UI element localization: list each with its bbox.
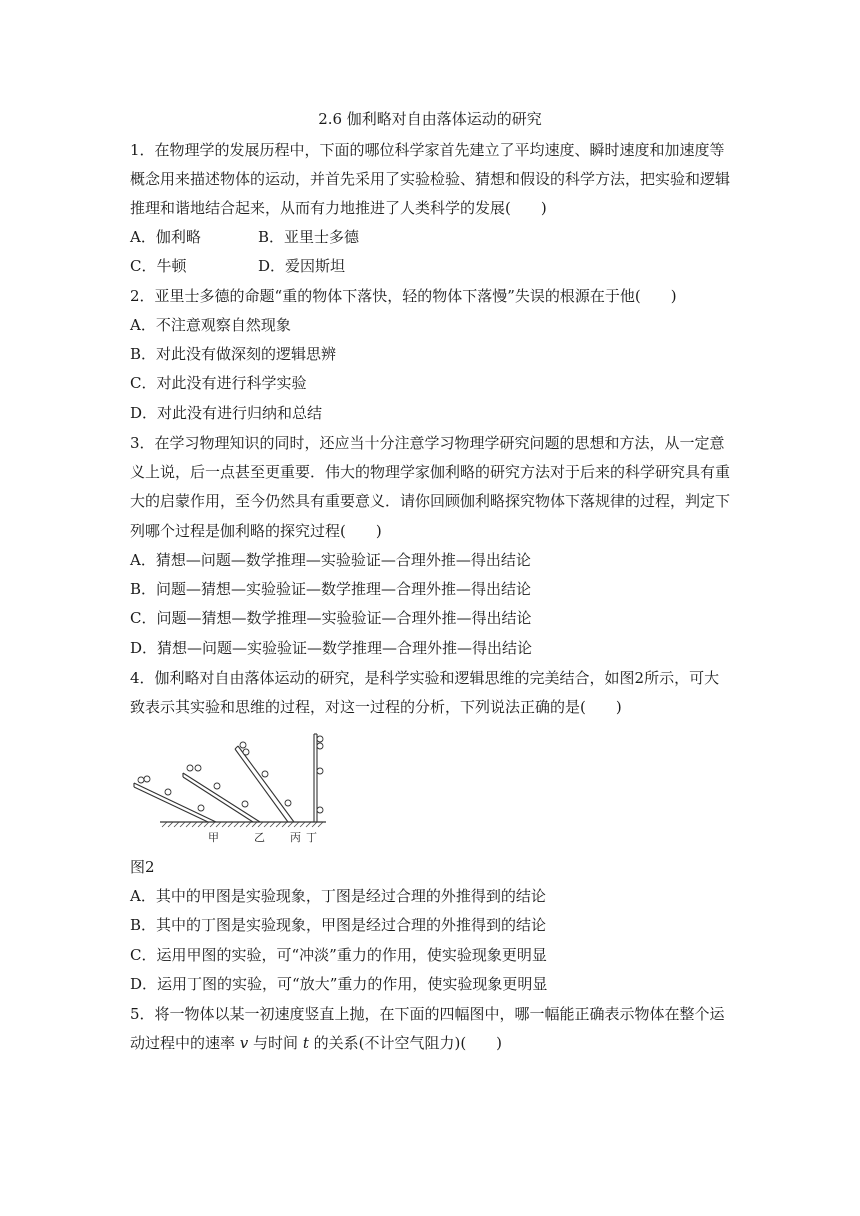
q3-option-d: D．猜想—问题—实验验证—数学推理—合理外推—得出结论	[130, 639, 533, 657]
q4-option-d: D．运用丁图的实验，可“放大”重力的作用，使实验现象更明显	[130, 975, 548, 993]
q2-option-a: A．不注意观察自然现象	[130, 316, 291, 334]
q1-option-a: A．伽利略	[130, 228, 201, 246]
q1-stem-line-3: 推理和谐地结合起来，从而有力地推进了人类科学的发展( )	[130, 199, 547, 217]
q3-option-a: A．猜想—问题—数学推理—实验验证—合理外推—得出结论	[130, 551, 531, 569]
q1-option-d: D．爱因斯坦	[258, 257, 346, 275]
q3-stem-line-2: 义上说，后一点甚至更重要．伟大的物理学家伽利略的研究方法对于后来的科学研究具有重	[130, 463, 731, 481]
label-yi: 乙	[254, 831, 265, 844]
q3-option-b: B．问题—猜想—实验验证—数学推理—合理外推—得出结论	[130, 580, 532, 598]
q3-stem-line-1: 3．在学习物理知识的同时，还应当十分注意学习物理学研究问题的思想和方法，从一定意	[130, 434, 725, 452]
label-ding: 丁	[306, 831, 317, 844]
incline-experiment-figure	[128, 730, 338, 848]
q1-stem-line-1: 1．在物理学的发展历程中，下面的哪位科学家首先建立了平均速度、瞬时速度和加速度等	[130, 141, 725, 159]
q1-option-b: B．亚里士多德	[258, 228, 360, 246]
q5-text-a: 动过程中的速率	[130, 1034, 240, 1052]
ground-hatching	[162, 822, 323, 827]
q5-var-t: t	[302, 1034, 309, 1052]
incline-jia	[134, 776, 216, 822]
q5-text-b: 与时间	[248, 1034, 303, 1052]
incline-bing	[235, 742, 294, 822]
q5-stem-line-1: 5．将一物体以某一初速度竖直上抛，在下面的四幅图中，哪一幅能正确表示物体在整个运	[130, 1005, 725, 1023]
q5-stem-line-2	[130, 1032, 502, 1054]
q2-stem-line-1: 2．亚里士多德的命题“重的物体下落快，轻的物体下落慢”失误的根源在于他( )	[130, 287, 677, 305]
q4-option-b: B．其中的丁图是实验现象，甲图是经过合理的外推得到的结论	[130, 916, 547, 934]
q5-var-v: v	[239, 1034, 249, 1052]
q2-option-b: B．对此没有做深刻的逻辑思辨	[130, 345, 337, 363]
incline-ding	[314, 734, 323, 822]
q2-option-c: C．对此没有进行科学实验	[130, 374, 307, 392]
label-jia: 甲	[208, 831, 219, 844]
figure-caption: 图2	[130, 858, 155, 876]
q1-stem-line-2: 概念用来描述物体的运动，并首先采用了实验检验、猜想和假设的科学方法，把实验和逻辑	[130, 170, 731, 188]
q5-text-c: 的关系(不计空气阻力)( )	[308, 1034, 503, 1052]
q3-stem-line-4: 列哪个过程是伽利略的探究过程( )	[130, 522, 382, 540]
q3-option-c: C．问题—猜想—数学推理—实验验证—合理外推—得出结论	[130, 609, 532, 627]
q1-option-c: C．牛顿	[130, 257, 187, 275]
q3-stem-line-3: 大的启蒙作用，至今仍然具有重要意义．请你回顾伽利略探究物体下落规律的过程，判定下	[130, 492, 731, 510]
q4-option-a: A．其中的甲图是实验现象，丁图是经过合理的外推得到的结论	[130, 887, 546, 905]
label-bing: 丙	[290, 831, 301, 844]
q4-stem-line-1: 4．伽利略对自由落体运动的研究，是科学实验和逻辑思维的完美结合，如图2所示，可大	[130, 669, 720, 687]
incline-yi	[183, 765, 260, 822]
page-title: 2.6 伽利略对自由落体运动的研究	[318, 110, 542, 128]
q4-option-c: C．运用甲图的实验，可“冲淡”重力的作用，使实验现象更明显	[130, 946, 547, 964]
q2-option-d: D．对此没有进行归纳和总结	[130, 404, 323, 422]
q4-stem-line-2: 致表示其实验和思维的过程，对这一过程的分析，下列说法正确的是( )	[130, 698, 622, 716]
incline-diagram	[128, 730, 338, 848]
